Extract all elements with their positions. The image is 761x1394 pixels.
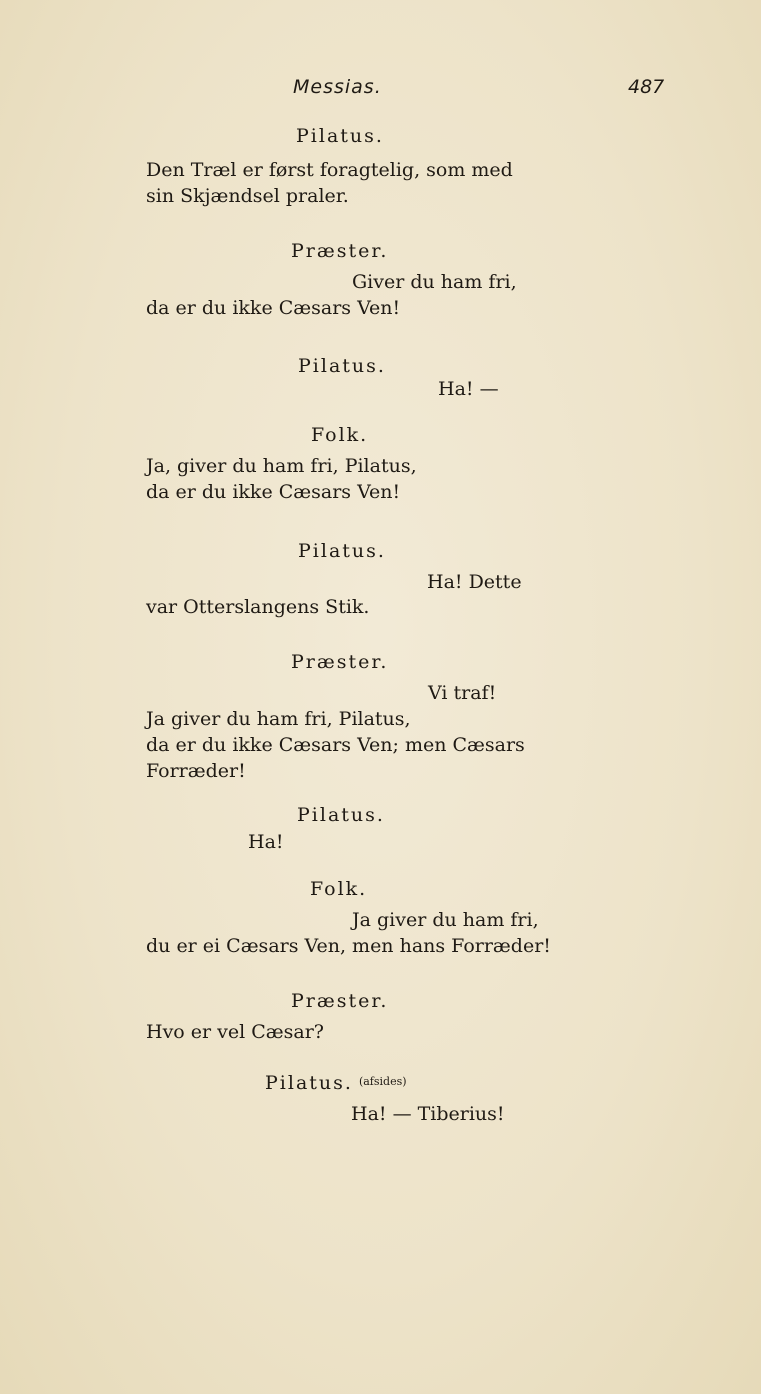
verse-line: Vi traf! xyxy=(428,682,497,704)
verse-line: Ha! — Tiberius! xyxy=(351,1103,505,1125)
speaker-name xyxy=(265,1072,407,1094)
verse-line: Ha! xyxy=(248,831,284,853)
verse-line: sin Skjændsel praler. xyxy=(146,185,349,207)
verse-line: da er du ikke Cæsars Ven! xyxy=(146,297,401,319)
speaker-name: Præster. xyxy=(291,990,389,1012)
speaker-name: Præster. xyxy=(291,240,389,262)
running-head xyxy=(0,76,761,104)
page-number: 487 xyxy=(628,76,665,98)
speaker-name: Pilatus. xyxy=(298,355,386,377)
speaker-name: Pilatus. xyxy=(296,125,384,147)
verse-line: Ja giver du ham fri, xyxy=(352,909,539,931)
verse-line: Ha! Dette xyxy=(427,571,522,593)
verse-line: Forræder! xyxy=(146,760,246,782)
running-title: Messias. xyxy=(293,76,382,98)
speaker-name: Præster. xyxy=(291,651,389,673)
stage-direction: (afsides) xyxy=(358,1075,407,1088)
verse-line: Ja giver du ham fri, Pilatus, xyxy=(146,708,411,730)
speaker-name: Folk. xyxy=(311,424,369,446)
verse-line: var Otterslangens Stik. xyxy=(146,596,370,618)
verse-line: da er du ikke Cæsars Ven; men Cæsars xyxy=(146,734,525,756)
verse-line: du er ei Cæsars Ven, men hans Forræder! xyxy=(146,935,551,957)
speaker-name: Pilatus. xyxy=(297,804,385,826)
speaker-name: Pilatus. xyxy=(298,540,386,562)
verse-line: Den Træl er først foragtelig, som med xyxy=(146,159,513,181)
verse-line: Ja, giver du ham fri, Pilatus, xyxy=(146,455,417,477)
verse-line: Ha! — xyxy=(438,378,499,400)
verse-line: Hvo er vel Cæsar? xyxy=(146,1021,324,1043)
verse-line: da er du ikke Cæsars Ven! xyxy=(146,481,401,503)
verse-line: Giver du ham fri, xyxy=(352,271,517,293)
speaker-name: Folk. xyxy=(310,878,368,900)
speaker-label: Pilatus. xyxy=(265,1072,353,1094)
